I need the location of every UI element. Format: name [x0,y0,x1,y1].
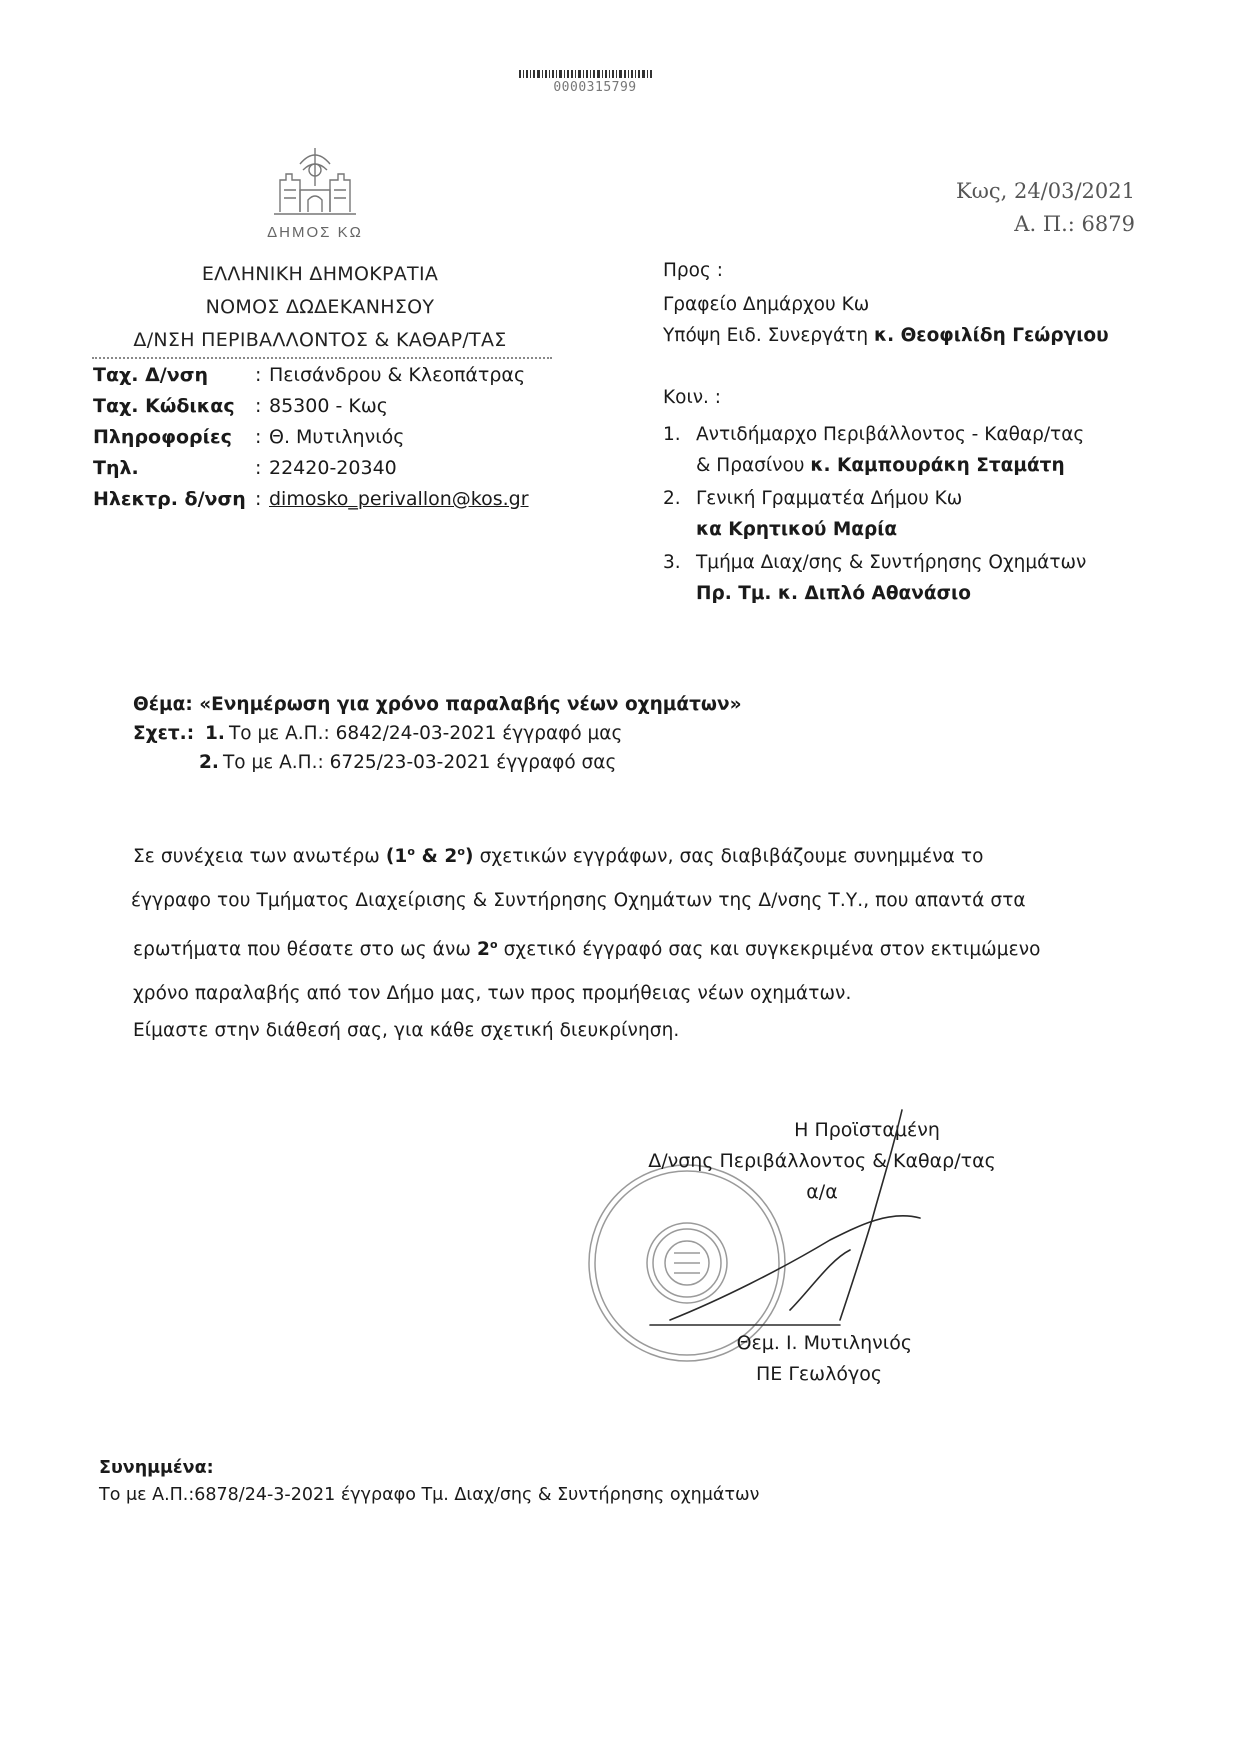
email-link[interactable]: dimosko_perivallon@kos.gr [269,488,529,510]
protocol-code: 0000315799 [553,80,637,95]
body-paragraph-line: Σε συνέχεια των ανωτέρω ($1^o$ & $2^o$) σχετικών εγγράφων, σας διαβιβάζουμε συνημμένα το [133,845,984,868]
municipality-logo [250,140,380,241]
contact-value: 85300 - Κως [269,395,388,417]
reference-line-1: Σχετ.: 1. Το με Α.Π.: 6842/24-03-2021 έγγραφό μας [133,723,623,744]
signatory-role: Η Προϊσταμένη [794,1119,940,1141]
contact-row: Ηλεκτρ. δ/νση : dimosko_perivallon@kos.gr [93,484,563,515]
cc-block [663,382,1143,609]
contact-value: Πεισάνδρου & Κλεοπάτρας [269,364,526,386]
signatory-title: ΠΕ Γεωλόγος [756,1363,882,1385]
barcode-bars [519,70,671,78]
cc-item-number: 3. [663,552,681,573]
contact-row: Τηλ. : 22420-20340 [93,453,563,484]
signatory-on-behalf: α/α [806,1181,838,1203]
contact-value: 22420-20340 [269,457,397,479]
date-block [880,175,1135,241]
header-divider [92,357,552,359]
signatory-name: Θεμ. Ι. Μυτιληνιός [736,1332,912,1354]
body-closing-line: Είμαστε στην διάθεσή σας, για κάθε σχετική διευκρίνηση. [133,1020,680,1042]
contact-key: Ταχ. Δ/νση [93,364,209,386]
contact-value: Θ. Μυτιληνιός [269,426,405,448]
cc-item: 1. Αντιδήμαρχο Περιβάλλοντος - Καθαρ/τας & Πρασίνου κ. Καμπουράκη Σταμάτη [663,419,1143,481]
subject-text: «Ενημέρωση για χρόνο παραλαβής νέων οχημάτων» [199,694,742,715]
cc-item-number: 1. [663,424,681,445]
contact-key: Ηλεκτρ. δ/νση [93,488,246,510]
handwritten-signature [640,1100,930,1344]
contact-key: Πληροφορίες [93,426,232,448]
recipients-block [663,255,1153,351]
contact-row: Πληροφορίες : Θ. Μυτιληνιός [93,422,563,453]
org-header [95,258,545,357]
document-date: Κως, 24/03/2021 [956,179,1135,203]
contact-block [93,360,563,515]
cc-item-name: κ. Καμπουράκη Σταμάτη [810,455,1065,476]
contact-key: Τηλ. [93,457,139,479]
contact-row: Ταχ. Δ/νση : Πεισάνδρου & Κλεοπάτρας [93,360,563,391]
protocol-number: Α. Π.: 6879 [1014,212,1135,236]
subject-line: Θέμα: «Ενημέρωση για χρόνο παραλαβής νέων οχημάτων» [133,694,742,715]
body-paragraph-line: έγγραφο του Τμήματος Διαχείρισης & Συντήρησης Οχημάτων της Δ/νσης Τ.Υ., που απαντά στα [131,890,1026,912]
letter-body [133,830,1133,1046]
barcode [519,70,671,95]
contact-row: Ταχ. Κώδικας : 85300 - Κως [93,391,563,422]
attachments-block [99,1455,999,1509]
to-label: Προς : [663,260,723,281]
cc-item-name: Πρ. Τμ. κ. Διπλό Αθανάσιο [696,583,971,604]
header-department: Δ/ΝΣΗ ΠΕΡΙΒΑΛΛΟΝΤΟΣ & ΚΑΘΑΡ/ΤΑΣ [133,329,507,351]
cc-item: 3. Τμήμα Διαχ/σης & Συντήρησης Οχημάτων Πρ. Τμ. κ. Διπλό Αθανάσιο [663,547,1143,609]
attachment-item: Το με Α.Π.:6878/24-3-2021 έγγραφο Τμ. Διαχ/σης & Συντήρησης οχημάτων [99,1485,760,1505]
cc-item-number: 2. [663,488,681,509]
subject-block [133,690,833,777]
cc-label: Κοιν. : [663,387,722,408]
reference-line-2: 2. Το με Α.Π.: 6725/23-03-2021 έγγραφό σας [199,752,617,773]
to-line-1: Γραφείο Δημάρχου Κω [663,294,870,315]
to-line-2: Υπόψη Ειδ. Συνεργάτη κ. Θεοφιλίδη Γεώργιου [663,325,1109,346]
body-paragraph-line: χρόνο παραλαβής από τον Δήμο μας, των προς προμήθειας νέων οχημάτων. [133,983,852,1005]
contact-key: Ταχ. Κώδικας [93,395,235,417]
body-paragraph-line: ερωτήματα που θέσατε στο ως άνω $2^o$ σχετικό έγγραφό σας και συγκεκριμένα στον εκτιμώμενο [133,938,1041,961]
signature-scribble-icon [640,1100,930,1340]
castle-logo-icon [270,140,360,220]
attachments-label: Συνημμένα: [99,1458,214,1478]
cc-item-name: κα Κρητικού Μαρία [696,519,898,540]
logo-label: ΔΗΜΟΣ ΚΩ [267,224,363,241]
signatory-department: Δ/νσης Περιβάλλοντος & Καθαρ/τας [648,1150,996,1172]
cc-item: 2. Γενική Γραμματέα Δήμου Κω κα Κρητικού Μαρία [663,483,1143,545]
to-recipient-name: κ. Θεοφιλίδη Γεώργιου [873,325,1109,346]
header-prefecture: ΝΟΜΟΣ ΔΩΔΕΚΑΝΗΣΟΥ [205,296,435,318]
signatory [692,1328,992,1390]
header-country: ΕΛΛΗΝΙΚΗ ΔΗΜΟΚΡΑΤΙΑ [201,263,439,285]
